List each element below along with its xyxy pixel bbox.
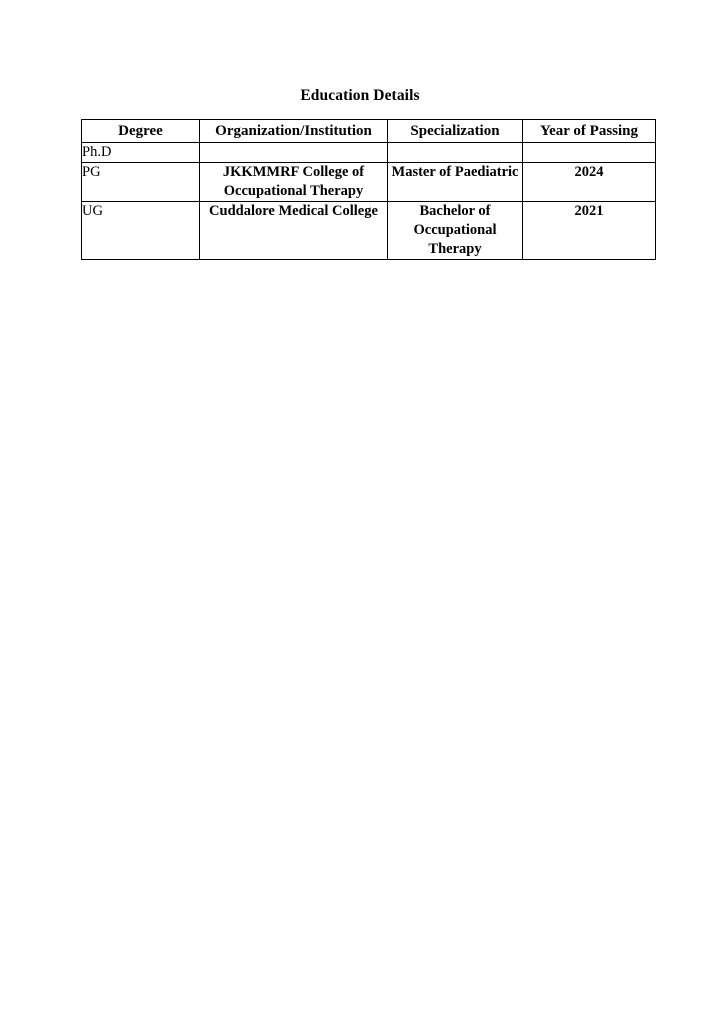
table-row — [82, 163, 656, 202]
cell-year — [523, 143, 656, 163]
cell-specialization — [388, 143, 523, 163]
cell-organization: JKKMMRF College of Occupational Therapy — [200, 163, 388, 202]
page-title: Education Details — [300, 87, 420, 104]
cell-year: 2024 — [523, 163, 656, 202]
column-header-degree: Degree — [82, 120, 200, 143]
education-details-table — [81, 119, 656, 260]
cell-degree: UG — [82, 202, 200, 260]
cell-degree: PG — [82, 163, 200, 202]
cell-specialization: Bachelor of Occupational Therapy — [388, 202, 523, 260]
cell-organization — [200, 143, 388, 163]
cell-year: 2021 — [523, 202, 656, 260]
table-row — [82, 202, 656, 260]
column-header-organization: Organization/Institution — [200, 120, 388, 143]
cell-specialization: Master of Paediatric — [388, 163, 523, 202]
column-header-year-of-passing: Year of Passing — [523, 120, 656, 143]
education-table-container — [81, 119, 655, 260]
cell-organization: Cuddalore Medical College — [200, 202, 388, 260]
column-header-specialization: Specialization — [388, 120, 523, 143]
table-header-row — [82, 120, 656, 143]
table-row — [82, 143, 656, 163]
cell-degree: Ph.D — [82, 143, 200, 163]
